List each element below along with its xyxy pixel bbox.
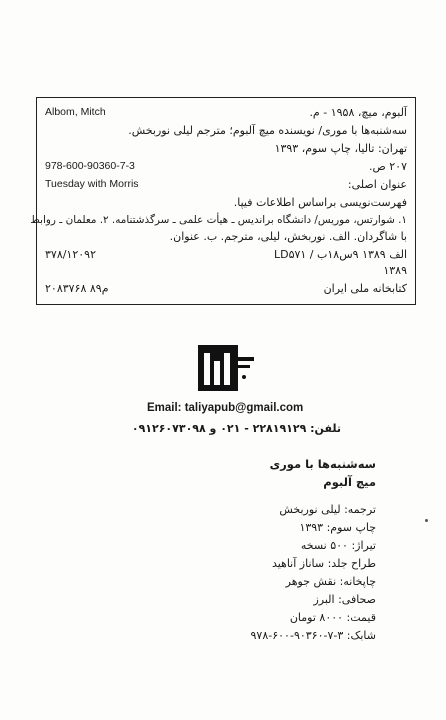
cataloging-record-box — [30, 97, 416, 305]
publisher-phone: تلفن: ۲۲۸۱۹۱۲۹ - ۰۲۱ و ۰۹۱۲۶۰۷۳۰۹۸ — [131, 422, 341, 435]
publisher-email: Email: taliyapub@gmail.com — [147, 402, 304, 414]
publication-statement: تهران: تالیا، چاپ سوم، ۱۳۹۳ — [274, 142, 407, 155]
binding: صحافی: البرز — [313, 593, 376, 606]
book-author: میچ آلبوم — [323, 475, 376, 489]
page-count: ۲۰۷ ص. — [368, 160, 407, 173]
scan-speck — [425, 519, 428, 522]
book-title: سه‌شنبه‌ها با موری — [269, 457, 376, 471]
title-statement: سه‌شنبه‌ها با موری/ نویسنده میچ آلبوم؛ مترجم لیلی نوربخش. — [128, 124, 407, 137]
taliya-publisher-logo-icon — [196, 343, 258, 395]
national-library-name: کتابخانه ملی ایران — [323, 282, 407, 295]
subjects-line-2: با شاگردان. الف. نوربخش، لیلی، مترجم. ب. عنوان. — [169, 230, 407, 243]
isbn-line: شابک: ۳-۷-۹۰۳۶۰-۶۰۰-۹۷۸ — [250, 629, 376, 642]
author-name-persian: آلبوم، میچ، ۱۹۵۸ - م. — [309, 106, 407, 119]
cataloging-note: فهرست‌نویسی براساس اطلاعات فیپا. — [233, 196, 407, 209]
original-title-label: عنوان اصلی: — [347, 178, 407, 191]
translator: ترجمه: لیلی نوربخش — [279, 503, 376, 516]
subjects-line-1: ۱. شوارتس، موریس/ دانشگاه براندیس ـ هیأت علمی ـ سرگذشتنامه. ۲. معلمان ـ روابط — [30, 214, 407, 226]
author-name-latin: Albom, Mitch — [45, 106, 106, 118]
catalog-year: ۱۳۸۹ — [383, 264, 407, 277]
national-library-record-number: ۲۰۸۳۷۶۸ م۸۹ — [45, 282, 109, 295]
printing-house: چاپخانه: نقش جوهر — [285, 575, 376, 588]
dewey-number: ۳۷۸/۱۲۰۹۲ — [45, 248, 96, 261]
lc-classification: الف ۱۳۸۹ ۹س۱۸ب / LD۵۷۱ — [273, 248, 407, 261]
cover-designer: طراح جلد: ساناز آناهید — [271, 557, 376, 570]
print-run: تیراژ: ۵۰۰ نسخه — [300, 539, 376, 552]
isbn: 978-600-90360-7-3 — [45, 160, 135, 172]
price: قیمت: ۸۰۰۰ تومان — [289, 611, 376, 624]
original-title: Tuesday with Morris — [45, 178, 139, 190]
edition: چاپ سوم: ۱۳۹۳ — [299, 521, 376, 534]
